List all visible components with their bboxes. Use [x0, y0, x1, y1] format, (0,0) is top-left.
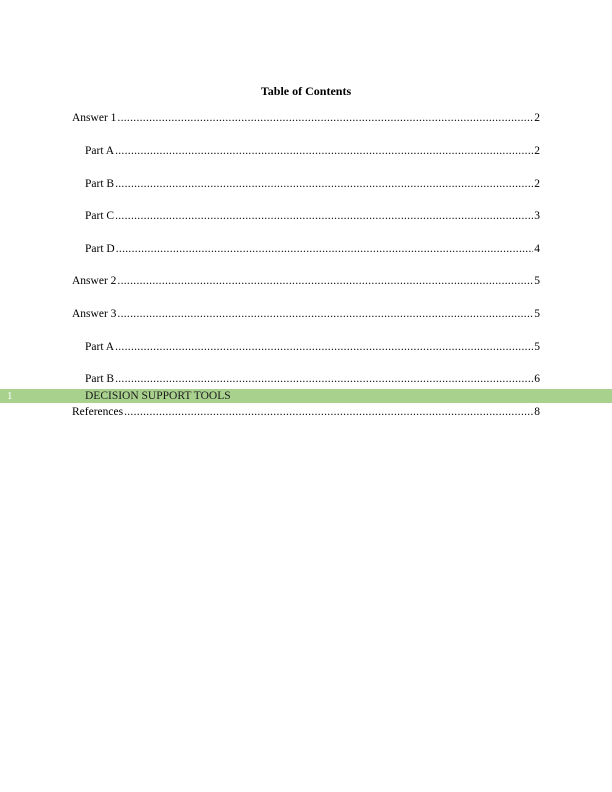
toc-entry-page: 8 [534, 406, 540, 418]
toc-entry-label: Part A [85, 145, 115, 157]
toc-entry-page: 2 [534, 112, 540, 124]
toc-entry-label: Part C [85, 210, 115, 222]
toc-dot-leader [116, 241, 534, 257]
toc-entry-answer-3-part-b[interactable] [85, 371, 540, 387]
toc-dot-leader [117, 273, 533, 289]
toc-entry-label: Answer 1 [72, 112, 117, 124]
running-header-band [0, 389, 612, 403]
toc-entry-label: Answer 3 [72, 308, 117, 320]
toc-dot-leader [115, 208, 533, 224]
toc-entry-page: 2 [534, 145, 540, 157]
toc-dot-leader [124, 404, 533, 420]
toc-title: Table of Contents [260, 84, 352, 98]
toc-entry-page: 6 [534, 373, 540, 385]
toc-dot-leader [115, 339, 533, 355]
toc-dot-leader [115, 143, 533, 159]
toc-entry-page: 5 [534, 341, 540, 353]
toc-entry-page: 4 [534, 243, 540, 255]
toc-entry-answer-1[interactable] [72, 110, 540, 126]
toc-entry-answer-3-part-a[interactable] [85, 339, 540, 355]
toc-entry-answer-1-part-c[interactable] [85, 208, 540, 224]
toc-entry-label: Answer 2 [72, 275, 117, 287]
toc-dot-leader [117, 306, 533, 322]
toc-entry-label: Part D [85, 243, 115, 255]
toc-entry-page: 2 [534, 178, 540, 190]
toc-entry-label: Part B [85, 178, 115, 190]
toc-entry-page: 5 [534, 308, 540, 320]
toc-entry-answer-1-part-b[interactable] [85, 176, 540, 192]
toc-entry-answer-1-part-d[interactable] [85, 241, 540, 257]
toc-entry-page: 3 [534, 210, 540, 222]
toc-entry-label: References [72, 406, 124, 418]
toc-entry-answer-2[interactable] [72, 273, 540, 289]
header-page-number: 1 [7, 390, 13, 402]
toc-entry-label: Part B [85, 373, 115, 385]
toc-entry-answer-3[interactable] [72, 306, 540, 322]
toc-entry-label: Part A [85, 341, 115, 353]
toc-entry-references[interactable] [72, 404, 540, 420]
toc-entry-answer-1-part-a[interactable] [85, 143, 540, 159]
header-title: DECISION SUPPORT TOOLS [85, 390, 231, 402]
toc-dot-leader [117, 110, 533, 126]
toc-dot-leader [115, 176, 533, 192]
toc-dot-leader [115, 371, 533, 387]
toc-entry-page: 5 [534, 275, 540, 287]
